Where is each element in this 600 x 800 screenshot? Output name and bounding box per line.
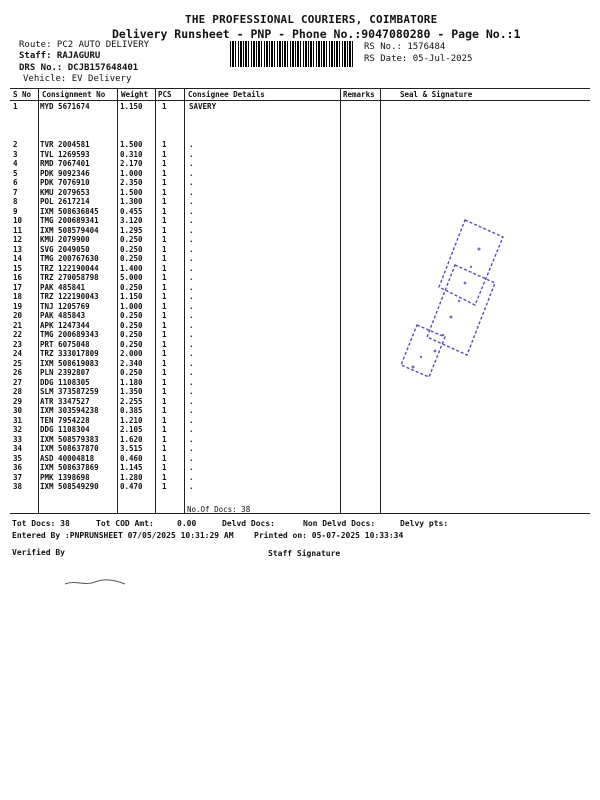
- row-consignee: .: [189, 301, 194, 311]
- row-consignee: .: [189, 292, 194, 301]
- table-row: [0, 188, 600, 197]
- row-consignment: KMU 2079900: [40, 235, 90, 244]
- row-pcs: 1: [162, 178, 167, 187]
- row-sno: 16: [13, 273, 23, 282]
- total-docs: Tot Docs: 38: [12, 519, 70, 528]
- row-sno: 15: [13, 263, 23, 273]
- row-weight: 0.250: [120, 339, 143, 349]
- row-pcs: 1: [162, 282, 167, 292]
- row-pcs: 1: [162, 415, 167, 425]
- row-weight: 0.455: [120, 206, 143, 216]
- row-consignment: ASD 40004818: [40, 453, 95, 463]
- row-pcs: 1: [162, 216, 167, 225]
- delivery-points: Delvy pts:: [400, 519, 449, 528]
- row-consignment: PLN 2392807: [40, 368, 90, 377]
- row-pcs: 1: [162, 254, 167, 263]
- row-sno: 32: [13, 425, 23, 434]
- row-pcs: 1: [162, 102, 167, 111]
- row-pcs: 1: [162, 149, 167, 159]
- row-sno: 20: [13, 311, 23, 320]
- row-consignee: SAVERY: [189, 102, 217, 111]
- table-row: [0, 435, 600, 444]
- row-sno: 18: [13, 292, 23, 301]
- row-weight: 2.170: [120, 159, 143, 168]
- row-sno: 23: [13, 339, 23, 349]
- row-consignee: .: [189, 415, 194, 425]
- row-sno: 1: [13, 102, 18, 111]
- table-row: [0, 444, 600, 453]
- row-consignee: .: [189, 244, 194, 254]
- row-consignee: .: [189, 463, 194, 472]
- row-consignment: TRZ 333017809: [40, 349, 99, 358]
- row-consignment: PAK 485843: [40, 311, 86, 320]
- row-consignee: .: [189, 396, 194, 406]
- barcode-icon: [230, 41, 355, 67]
- row-sno: 35: [13, 453, 23, 463]
- row-consignment: TRZ 122190043: [40, 292, 99, 301]
- row-pcs: 1: [162, 140, 167, 149]
- row-sno: 31: [13, 415, 23, 425]
- row-consignee: .: [189, 349, 194, 358]
- row-sno: 22: [13, 330, 23, 339]
- col-header-pcs: PCS: [158, 90, 172, 99]
- row-consignee: .: [189, 140, 194, 149]
- row-weight: 1.295: [120, 225, 143, 235]
- row-consignee: .: [189, 320, 194, 330]
- row-sno: 27: [13, 377, 23, 387]
- row-sno: 28: [13, 387, 23, 396]
- row-consignment: IXM 508549290: [40, 482, 99, 491]
- row-pcs: 1: [162, 368, 167, 377]
- table-header-border: [10, 100, 590, 101]
- row-pcs: 1: [162, 206, 167, 216]
- row-consignment: ATR 3347527: [40, 396, 90, 406]
- row-weight: 2.350: [120, 178, 143, 187]
- row-sno: 34: [13, 444, 23, 453]
- row-consignment: PDK 9092346: [40, 168, 90, 178]
- row-sno: 10: [13, 216, 23, 225]
- drs-number: DRS No.: DCJB157648401: [19, 63, 139, 73]
- row-pcs: 1: [162, 453, 167, 463]
- row-weight: 2.340: [120, 358, 143, 368]
- table-row: [0, 454, 600, 463]
- row-consignee: .: [189, 206, 194, 216]
- table-bottom-border: [10, 513, 590, 514]
- row-consignee: .: [189, 358, 194, 368]
- row-sno: 24: [13, 349, 23, 358]
- table-row: [0, 482, 600, 491]
- col-header-consignment: Consignment No: [42, 90, 106, 99]
- row-pcs: 1: [162, 311, 167, 320]
- non-delivered-docs: Non Delvd Docs:: [303, 519, 376, 528]
- seal-stamp: [395, 215, 515, 385]
- row-pcs: 1: [162, 434, 167, 444]
- row-consignment: PDK 7076910: [40, 178, 90, 187]
- row-sno: 14: [13, 254, 23, 263]
- row-sno: 5: [13, 168, 18, 178]
- row-consignment: DDG 1108305: [40, 377, 90, 387]
- row-consignee: .: [189, 377, 194, 387]
- row-consignment: RMD 7067401: [40, 159, 90, 168]
- table-row: [0, 463, 600, 472]
- row-sno: 7: [13, 187, 18, 197]
- row-weight: 0.250: [120, 244, 143, 254]
- table-row: [0, 140, 600, 149]
- row-consignment: DDG 1108304: [40, 425, 90, 434]
- col-header-seal: Seal & Signature: [400, 90, 473, 99]
- row-pcs: 1: [162, 292, 167, 301]
- row-sno: 25: [13, 358, 23, 368]
- row-pcs: 1: [162, 187, 167, 197]
- row-consignment: TRZ 270058798: [40, 273, 99, 282]
- row-consignment: APK 1247344: [40, 320, 90, 330]
- row-sno: 38: [13, 482, 23, 491]
- row-weight: 3.120: [120, 216, 143, 225]
- table-row: [0, 197, 600, 206]
- row-consignee: .: [189, 216, 194, 225]
- row-sno: 26: [13, 368, 23, 377]
- table-row: [0, 406, 600, 415]
- row-pcs: 1: [162, 377, 167, 387]
- row-pcs: 1: [162, 225, 167, 235]
- row-consignment: TMG 200689341: [40, 216, 99, 225]
- table-row: [0, 473, 600, 482]
- row-consignment: KMU 2079653: [40, 187, 90, 197]
- row-consignment: IXM 508637870: [40, 444, 99, 453]
- rs-number: RS No.: 1576484: [364, 42, 446, 52]
- row-consignee: .: [189, 472, 194, 482]
- route-label: Route: PC2 AUTO DELIVERY: [19, 40, 150, 50]
- row-weight: 0.250: [120, 235, 143, 244]
- row-consignee: .: [189, 197, 194, 206]
- row-consignment: SVG 2049050: [40, 244, 90, 254]
- row-weight: 0.250: [120, 368, 143, 377]
- row-consignee: .: [189, 168, 194, 178]
- entered-by: Entered By :PNPRUNSHEET 07/05/2025 10:31:29 AM: [12, 531, 234, 540]
- printed-on: Printed on: 05-07-2025 10:33:34: [254, 531, 404, 540]
- row-weight: 1.400: [120, 263, 143, 273]
- row-consignment: PMK 1398698: [40, 472, 90, 482]
- row-weight: 1.280: [120, 472, 143, 482]
- row-weight: 2.105: [120, 425, 143, 434]
- row-consignment: POL 2617214: [40, 197, 90, 206]
- row-pcs: 1: [162, 301, 167, 311]
- table-top-border: [10, 88, 590, 89]
- row-weight: 2.000: [120, 349, 143, 358]
- row-pcs: 1: [162, 425, 167, 434]
- row-pcs: 1: [162, 159, 167, 168]
- col-header-consignee: Consignee Details: [188, 90, 265, 99]
- row-consignment: SLM 373587259: [40, 387, 99, 396]
- row-sno: 36: [13, 463, 23, 472]
- row-weight: 0.470: [120, 482, 143, 491]
- row-weight: 0.460: [120, 453, 143, 463]
- signature-scribble: [60, 570, 130, 590]
- row-consignment: IXM 508636845: [40, 206, 99, 216]
- table-row: [0, 169, 600, 178]
- col-header-sno: S No: [13, 90, 32, 99]
- row-consignee: .: [189, 263, 194, 273]
- row-weight: 1.300: [120, 197, 143, 206]
- company-title: THE PROFESSIONAL COURIERS, COIMBATORE: [185, 13, 438, 26]
- delivered-docs: Delvd Docs:: [222, 519, 275, 528]
- row-consignment: TEN 7954228: [40, 415, 90, 425]
- row-pcs: 1: [162, 472, 167, 482]
- row-pcs: 1: [162, 339, 167, 349]
- row-pcs: 1: [162, 406, 167, 415]
- row-consignment: TMG 200767630: [40, 254, 99, 263]
- row-pcs: 1: [162, 244, 167, 254]
- row-sno: 19: [13, 301, 23, 311]
- row-consignee: .: [189, 149, 194, 159]
- row-consignment: IXM 508579404: [40, 225, 99, 235]
- col-header-weight: Weight: [121, 90, 149, 99]
- row-weight: 0.250: [120, 311, 143, 320]
- row-weight: 2.255: [120, 396, 143, 406]
- row-consignment: IXM 303594238: [40, 406, 99, 415]
- row-pcs: 1: [162, 168, 167, 178]
- row-weight: 1.500: [120, 140, 143, 149]
- table-row: [0, 150, 600, 159]
- row-consignment: TRZ 122190044: [40, 263, 99, 273]
- runsheet-title: Delivery Runsheet - PNP - Phone No.:9047080280 - Page No.:1: [112, 27, 521, 41]
- row-consignment: TMG 200689343: [40, 330, 99, 339]
- row-sno: 8: [13, 197, 18, 206]
- row-consignee: .: [189, 444, 194, 453]
- row-consignee: .: [189, 453, 194, 463]
- row-consignee: .: [189, 159, 194, 168]
- row-sno: 9: [13, 206, 18, 216]
- no-of-docs: No.Of Docs: 38: [187, 505, 251, 514]
- table-row: [0, 397, 600, 406]
- row-consignee: .: [189, 482, 194, 491]
- row-consignment: TVL 1269593: [40, 149, 90, 159]
- row-pcs: 1: [162, 396, 167, 406]
- table-row: [0, 416, 600, 425]
- row-pcs: 1: [162, 387, 167, 396]
- row-pcs: 1: [162, 263, 167, 273]
- row-sno: 30: [13, 406, 23, 415]
- row-weight: 0.250: [120, 320, 143, 330]
- row-weight: 1.000: [120, 301, 143, 311]
- row-consignee: .: [189, 368, 194, 377]
- row-weight: 0.250: [120, 254, 143, 263]
- row-consignment: MYD 5671674: [40, 102, 90, 111]
- table-row: [0, 102, 600, 111]
- table-row: [0, 387, 600, 396]
- row-weight: 0.385: [120, 406, 143, 415]
- vehicle-label: Vehicle: EV Delivery: [23, 74, 132, 84]
- row-sno: 6: [13, 178, 18, 187]
- row-consignee: .: [189, 187, 194, 197]
- row-pcs: 1: [162, 358, 167, 368]
- row-pcs: 1: [162, 197, 167, 206]
- total-cod-label: Tot COD Amt:: [96, 519, 154, 528]
- row-sno: 4: [13, 159, 18, 168]
- row-pcs: 1: [162, 482, 167, 491]
- row-weight: 0.250: [120, 282, 143, 292]
- row-consignee: .: [189, 425, 194, 434]
- row-sno: 33: [13, 434, 23, 444]
- row-consignee: .: [189, 387, 194, 396]
- row-sno: 21: [13, 320, 23, 330]
- col-header-remarks: Remarks: [343, 90, 375, 99]
- table-row: [0, 425, 600, 434]
- table-row: [0, 178, 600, 187]
- row-pcs: 1: [162, 463, 167, 472]
- row-consignee: .: [189, 225, 194, 235]
- row-weight: 0.250: [120, 330, 143, 339]
- row-sno: 11: [13, 225, 23, 235]
- row-consignment: TVR 2004581: [40, 140, 90, 149]
- row-pcs: 1: [162, 320, 167, 330]
- row-consignment: TNJ 1205769: [40, 301, 90, 311]
- row-consignment: IXM 508619083: [40, 358, 99, 368]
- row-weight: 1.150: [120, 102, 143, 111]
- row-pcs: 1: [162, 235, 167, 244]
- verified-by: Verified By: [12, 548, 65, 557]
- row-consignee: .: [189, 406, 194, 415]
- row-consignee: .: [189, 311, 194, 320]
- row-weight: 1.210: [120, 415, 143, 425]
- row-consignee: .: [189, 282, 194, 292]
- row-weight: 1.350: [120, 387, 143, 396]
- staff-signature: Staff Signature: [268, 549, 341, 558]
- row-consignee: .: [189, 434, 194, 444]
- row-pcs: 1: [162, 444, 167, 453]
- row-consignee: .: [189, 339, 194, 349]
- row-sno: 17: [13, 282, 23, 292]
- row-weight: 1.500: [120, 187, 143, 197]
- row-sno: 29: [13, 396, 23, 406]
- row-weight: 0.310: [120, 149, 143, 159]
- total-cod-value: 0.00: [177, 519, 197, 528]
- row-sno: 2: [13, 140, 18, 149]
- row-pcs: 1: [162, 349, 167, 358]
- row-consignment: IXM 508637869: [40, 463, 99, 472]
- row-sno: 37: [13, 472, 23, 482]
- row-weight: 1.180: [120, 377, 143, 387]
- row-consignment: IXM 508579383: [40, 434, 99, 444]
- row-weight: 1.620: [120, 434, 143, 444]
- row-sno: 12: [13, 235, 23, 244]
- row-pcs: 1: [162, 330, 167, 339]
- row-weight: 1.150: [120, 292, 143, 301]
- row-consignee: .: [189, 178, 194, 187]
- rs-date: RS Date: 05-Jul-2025: [364, 54, 473, 64]
- row-consignment: PRT 6075048: [40, 339, 90, 349]
- row-consignee: .: [189, 235, 194, 244]
- row-consignee: .: [189, 273, 194, 282]
- table-row: [0, 159, 600, 168]
- row-consignee: .: [189, 330, 194, 339]
- row-weight: 1.000: [120, 168, 143, 178]
- row-weight: 5.000: [120, 273, 143, 282]
- row-sno: 3: [13, 149, 18, 159]
- row-pcs: 1: [162, 273, 167, 282]
- row-consignment: PAK 485841: [40, 282, 86, 292]
- row-weight: 3.515: [120, 444, 143, 453]
- row-sno: 13: [13, 244, 23, 254]
- row-consignee: .: [189, 254, 194, 263]
- staff-label: Staff: RAJAGURU: [19, 51, 101, 61]
- row-weight: 1.145: [120, 463, 143, 472]
